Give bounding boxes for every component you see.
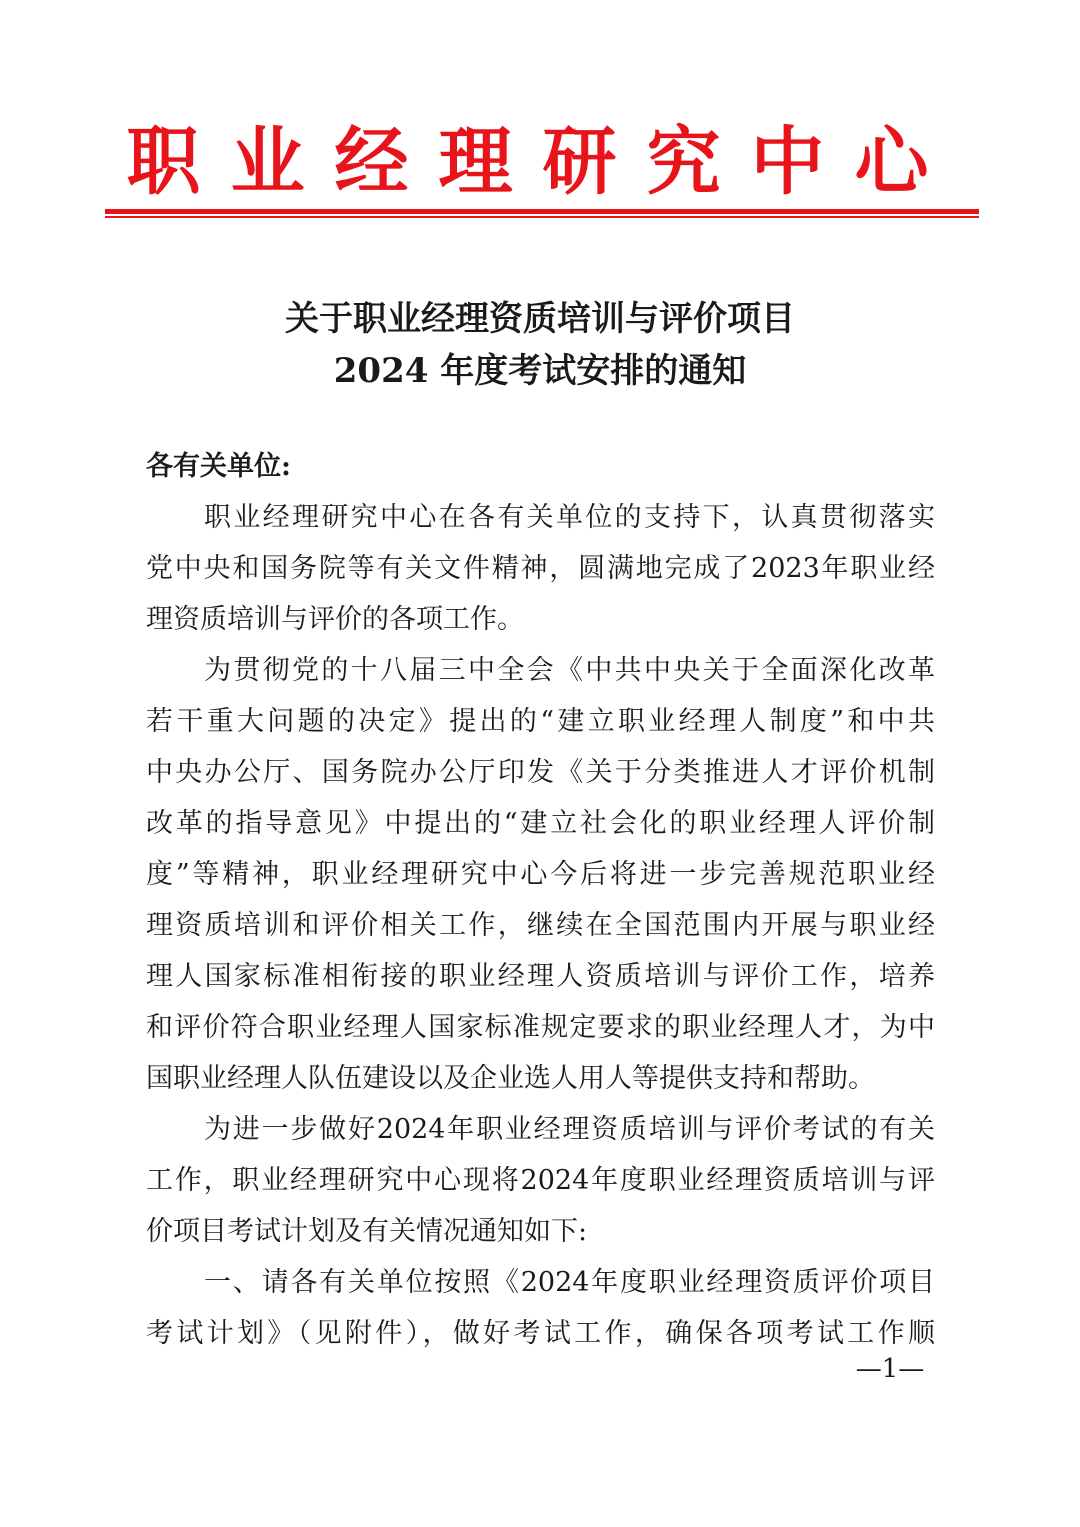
paragraph-3-line: 工作，职业经理研究中心现将2024年度职业经理资质培训与评 (146, 1165, 935, 1196)
paragraph-2-line: 度”等精神，职业经理研究中心今后将进一步完善规范职业经 (146, 859, 935, 890)
document-title-line-2: 2024 年度考试安排的通知 (333, 351, 747, 391)
paragraph-2-line: 若干重大问题的决定》提出的“建立职业经理人制度”和中共 (146, 706, 935, 737)
paragraph-2-line: 中央办公厅、国务院办公厅印发《关于分类推进人才评价机制 (146, 757, 935, 788)
document-title-line-1: 关于职业经理资质培训与评价项目 (285, 299, 795, 339)
paragraph-1-line: 职业经理研究中心在各有关单位的支持下，认真贯彻落实 (204, 502, 935, 533)
paragraph-2-line: 为贯彻党的十八届三中全会《中共中央关于全面深化改革 (204, 655, 935, 686)
salutation: 各有关单位: (146, 451, 291, 482)
masthead-org-name: 职业经理研究中心 (126, 119, 959, 205)
masthead-rule-thick (105, 209, 979, 214)
paragraph-2-line: 和评价符合职业经理人国家标准规定要求的职业经理人才，为中 (146, 1012, 935, 1043)
paragraph-4-line: 一、请各有关单位按照《2024年度职业经理资质评价项目 (204, 1267, 935, 1298)
paragraph-1-line: 党中央和国务院等有关文件精神，圆满地完成了2023年职业经 (146, 553, 935, 584)
paragraph-2-line: 理人国家标准相衔接的职业经理人资质培训与评价工作，培养 (146, 961, 935, 992)
paragraph-1-line: 理资质培训与评价的各项工作。 (146, 604, 524, 635)
paragraph-2-line: 改革的指导意见》中提出的“建立社会化的职业经理人评价制 (146, 808, 935, 839)
page-number: —1— (855, 1354, 925, 1384)
paragraph-3-line: 价项目考试计划及有关情况通知如下: (146, 1216, 588, 1247)
paragraph-4-line: 考试计划》（见附件），做好考试工作，确保各项考试工作顺 (146, 1318, 935, 1349)
paragraph-2-line: 理资质培训和评价相关工作，继续在全国范围内开展与职业经 (146, 910, 935, 941)
paragraph-2-line: 国职业经理人队伍建设以及企业选人用人等提供支持和帮助。 (146, 1063, 875, 1094)
masthead-rule-thin (105, 216, 979, 218)
paragraph-3-line: 为进一步做好2024年职业经理资质培训与评价考试的有关 (204, 1114, 935, 1145)
